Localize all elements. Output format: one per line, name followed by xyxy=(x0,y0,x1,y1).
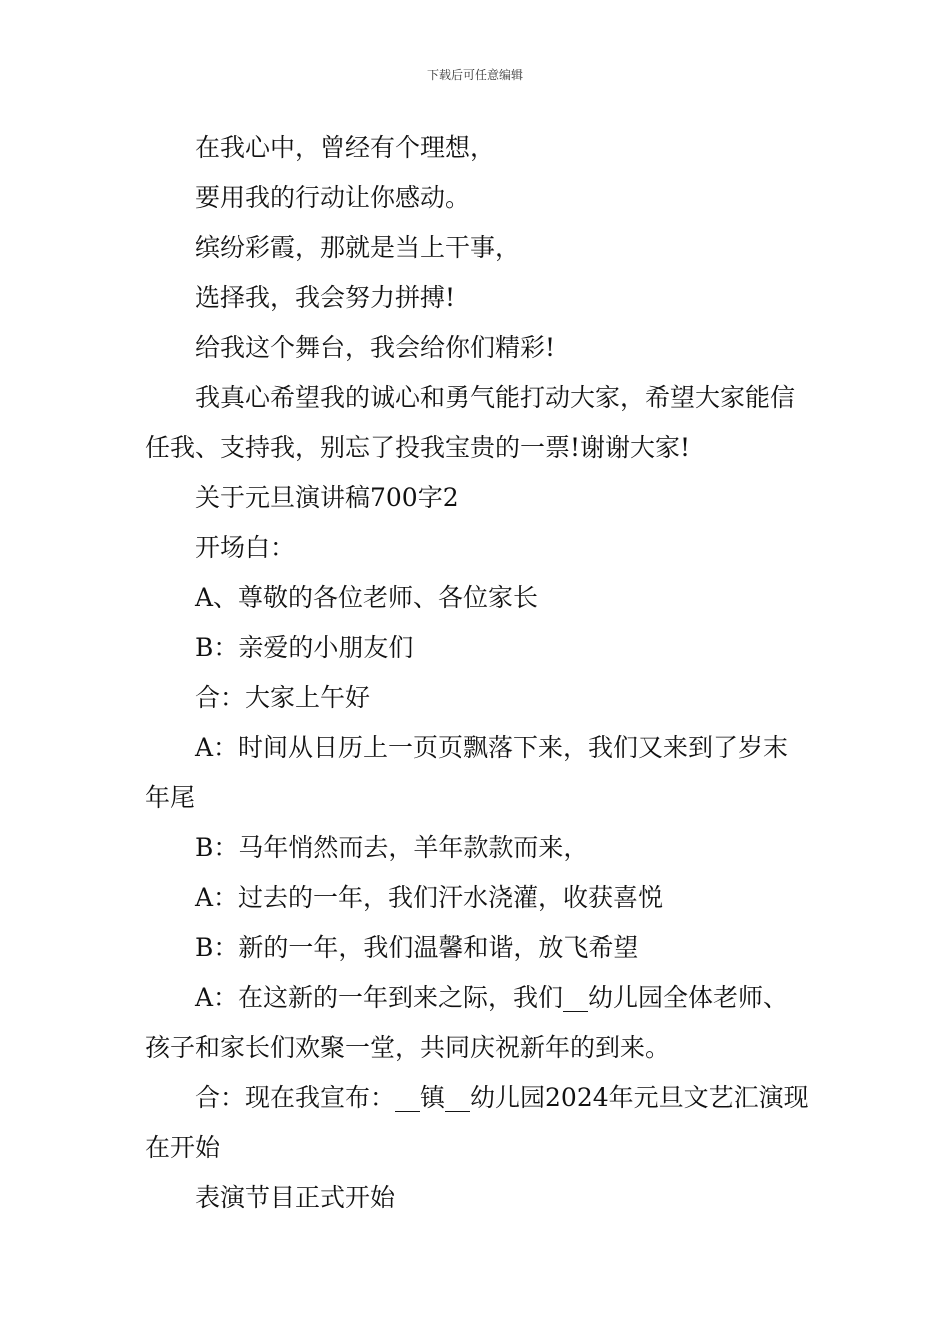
paragraph: 要用我的行动让你感动。 xyxy=(195,183,471,212)
document-body xyxy=(145,123,810,1223)
paragraph: A：时间从日历上一页页飘落下来，我们又来到了岁末年尾 xyxy=(145,733,789,812)
paragraph: 给我这个舞台，我会给你们精彩! xyxy=(195,333,556,362)
paragraph: 缤纷彩霞，那就是当上干事， xyxy=(195,233,521,262)
paragraph: 表演节目正式开始 xyxy=(195,1183,396,1212)
paragraph: 开场白： xyxy=(195,533,296,562)
paragraph: A、尊敬的各位老师、各位家长 xyxy=(195,583,539,612)
paragraph: 在我心中，曾经有个理想， xyxy=(195,133,496,162)
paragraph: B：亲爱的小朋友们 xyxy=(195,633,414,662)
paragraph: B：新的一年，我们温馨和谐，放飞希望 xyxy=(195,933,639,962)
page-header: 下载后可任意编辑 xyxy=(426,68,523,82)
paragraph: B：马年悄然而去，羊年款款而来， xyxy=(195,833,589,862)
paragraph: A：过去的一年，我们汗水浇灌，收获喜悦 xyxy=(195,883,664,912)
paragraph: 选择我，我会努力拼搏! xyxy=(195,283,456,312)
section-title: 关于元旦演讲稿700字2 xyxy=(195,483,459,512)
paragraph: 合：大家上午好 xyxy=(195,683,371,712)
paragraph: 合：现在我宣布：__镇__幼儿园2024年元旦文艺汇演现在开始 xyxy=(145,1083,809,1162)
paragraph: A：在这新的一年到来之际，我们__幼儿园全体老师、孩子和家长们欢聚一堂，共同庆祝新年的到来。 xyxy=(145,983,789,1062)
paragraph: 我真心希望我的诚心和勇气能打动大家，希望大家能信任我、支持我，别忘了投我宝贵的一票!谢谢大家! xyxy=(145,383,796,462)
